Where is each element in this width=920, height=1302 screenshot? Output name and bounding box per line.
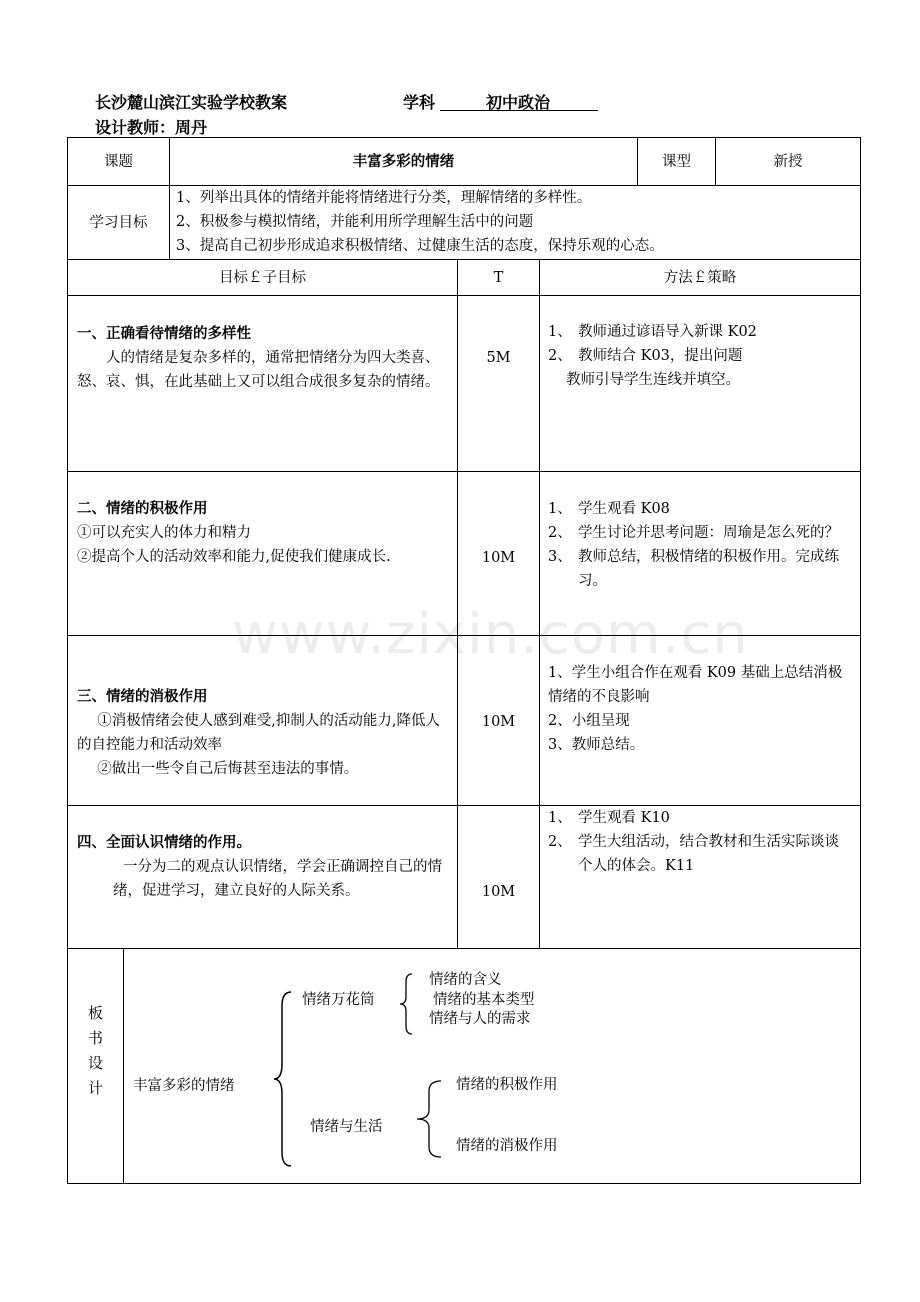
method-item: 1、学生小组合作在观看 K09 基础上总结消极情绪的不良影响	[548, 665, 843, 705]
method-cell-4	[539, 805, 861, 949]
branch-2-item: 情绪的积极作用	[456, 1077, 558, 1093]
section-title: 四、全面认识情绪的作用。	[77, 835, 251, 851]
branch-1-item: 情绪的含义	[429, 972, 502, 988]
goals-label-cell	[67, 185, 170, 260]
subject-value	[440, 90, 598, 111]
method-item	[548, 497, 852, 521]
type-label: 课型	[662, 153, 691, 170]
method-num: 2、	[548, 525, 572, 541]
method-text: 学生观看 K10	[578, 810, 670, 826]
subject-label: 学科	[403, 93, 436, 112]
time-cell-4	[457, 805, 540, 949]
method-item: 2、小组呈现	[548, 713, 630, 729]
section-title: 一、正确看待情绪的多样性	[77, 326, 251, 342]
method-num: 1、	[548, 501, 572, 517]
col-header-time-text: T	[493, 269, 504, 286]
goal-item: 1、列举出具体的情绪并能将情绪进行分类，理解情绪的多样性。	[176, 190, 592, 206]
method-num: 3、	[548, 549, 572, 565]
method-item	[548, 806, 852, 830]
goal-cell-4	[67, 805, 458, 949]
watermark: www.zixin.com.cn	[232, 602, 749, 667]
method-num: 2、	[548, 834, 572, 850]
section-title: 二、情绪的积极作用	[77, 501, 208, 517]
goal-item: 2、积极参与模拟情绪，并能利用所学理解生活中的问题	[176, 214, 534, 230]
section-body: 人的情绪是复杂多样的，通常把情绪分为四大类喜、怒、哀、惧，在此基础上又可以组合成很多复杂的情绪。	[77, 350, 440, 390]
left-curly-brace-icon	[398, 973, 414, 1035]
topic-value-cell	[169, 137, 638, 186]
col-header-time	[457, 259, 540, 296]
left-curly-brace-icon	[272, 990, 294, 1168]
method-item	[548, 521, 852, 545]
topic-label-cell	[67, 137, 170, 186]
method-text: 教师总结，积极情绪的积极作用。完成练习。	[578, 549, 839, 589]
method-num: 1、	[548, 810, 572, 826]
school-title: 长沙麓山滨江实验学校教案	[95, 93, 288, 112]
method-item	[548, 320, 852, 344]
col-header-method	[539, 259, 861, 296]
method-item	[548, 344, 852, 368]
col-header-method-text: 方法￡策略	[663, 269, 737, 286]
root-brace-svg	[272, 990, 294, 1168]
type-value-cell	[715, 137, 861, 186]
goals-cell	[169, 185, 861, 260]
section-body: 一分为二的观点认识情绪，学会正确调控自己的情绪，促进学习，建立良好的人际关系。	[113, 859, 442, 899]
section-body: ②提高个人的活动效率和能力,促使我们健康成长.	[77, 549, 391, 565]
branch-1: 情绪万花筒	[302, 992, 375, 1008]
method-text: 学生大组活动，结合教材和生活实际谈谈个人的体会。K11	[578, 834, 839, 874]
branch-1-item: 情绪的基本类型	[433, 992, 535, 1008]
section-body: ①消极情绪会使人感到难受,抑制人的活动能力,降低人的自控能力和活动效率	[77, 713, 441, 753]
method-num: 1、	[548, 324, 572, 340]
method-text: 学生观看 K08	[578, 501, 670, 517]
method-item	[548, 545, 852, 593]
col-header-goal	[67, 259, 458, 296]
goal-item: 3、提高自己初步形成追求积极情绪、过健康生活的态度，保持乐观的心态。	[176, 238, 664, 254]
left-curly-brace-icon	[413, 1080, 443, 1158]
designer-line: 设计教师：周丹	[95, 118, 208, 137]
section-body: ①可以充实人的体力和精力	[77, 525, 251, 541]
branch-2-item: 情绪的消极作用	[456, 1138, 558, 1154]
time-value: 5M	[486, 350, 511, 366]
type-value: 新授	[773, 153, 803, 170]
type-label-cell	[637, 137, 716, 186]
goal-cell-1	[67, 295, 458, 472]
method-item: 教师引导学生连线并填空。	[566, 372, 740, 388]
topic-value: 丰富多彩的情绪	[352, 153, 455, 170]
method-text: 教师结合 K03，提出问题	[578, 348, 743, 364]
method-item: 3、教师总结。	[548, 737, 645, 753]
time-value: 10M	[481, 714, 516, 730]
board-label: 板书设计	[87, 1004, 103, 1097]
time-cell-1	[457, 295, 540, 472]
goals-label: 学习目标	[89, 214, 148, 231]
method-num: 2、	[548, 348, 572, 364]
section-title: 三、情绪的消极作用	[77, 689, 208, 705]
time-value: 10M	[481, 550, 516, 566]
time-value: 10M	[481, 884, 516, 900]
branch-1-item: 情绪与人的需求	[429, 1011, 531, 1027]
method-item	[548, 830, 852, 878]
branch-2: 情绪与生活	[310, 1119, 383, 1135]
col-header-goal-text: 目标￡子目标	[219, 269, 306, 286]
section-body: ②做出一些令自己后悔甚至违法的事情。	[97, 761, 359, 777]
method-text: 教师通过谚语导入新课 K02	[578, 324, 757, 340]
subject-value-text: 初中政治	[486, 93, 551, 112]
board-root: 丰富多彩的情绪	[133, 1078, 235, 1094]
board-label-cell	[67, 948, 124, 1184]
method-text: 学生讨论并思考问题：周瑜是怎么死的？	[578, 525, 839, 541]
method-cell-1	[539, 295, 861, 472]
topic-label: 课题	[104, 153, 133, 170]
